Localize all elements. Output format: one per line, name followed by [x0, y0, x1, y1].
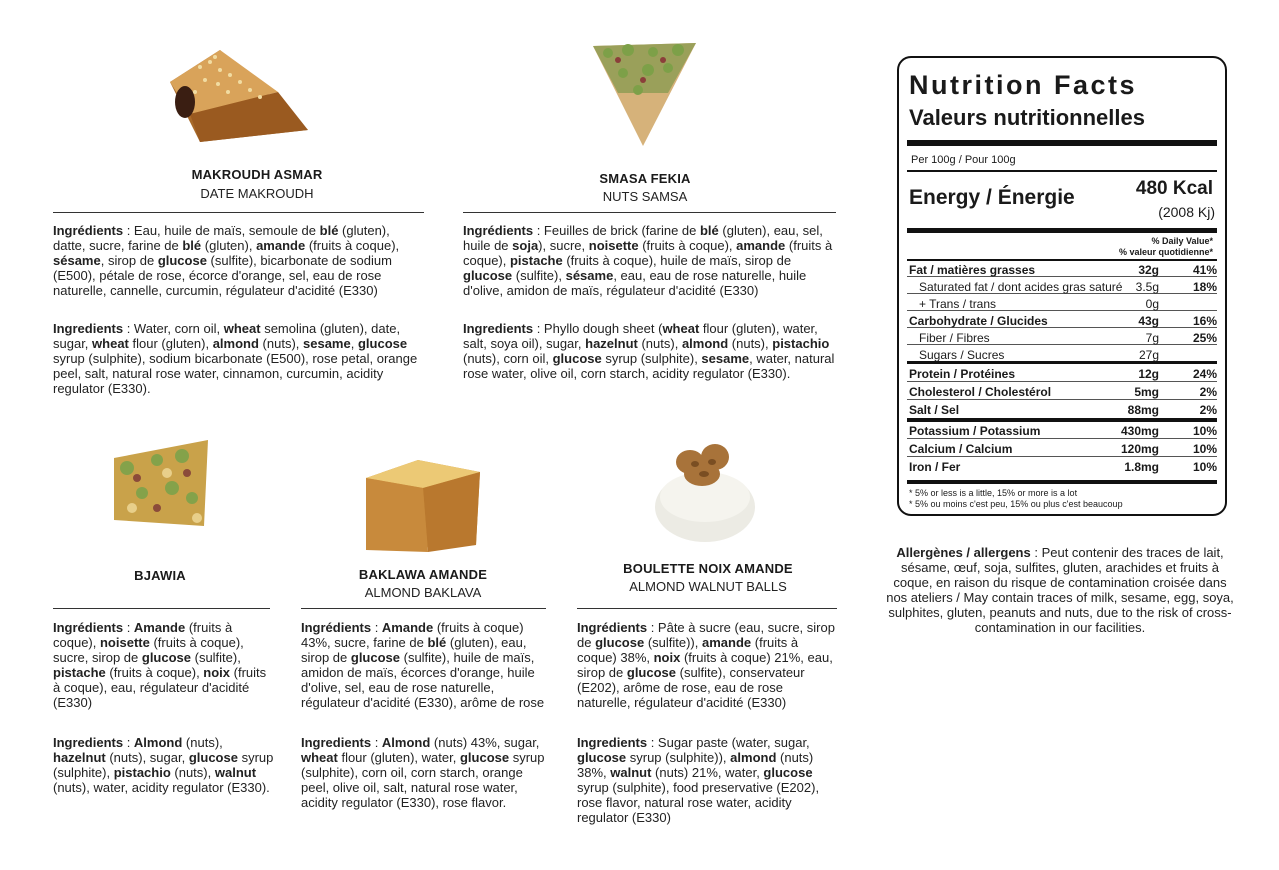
nutrient-daily-value: 10%: [1192, 424, 1217, 438]
allergen-term: glucose: [626, 665, 676, 680]
ingredient-text: flour (gluten), water,: [337, 750, 460, 765]
allergen-term: glucose: [763, 765, 813, 780]
nutrition-facts-panel: [897, 56, 1227, 516]
nutrient-daily-value: 25%: [1192, 331, 1217, 345]
allergen-term: hazelnut: [585, 336, 638, 351]
allergen-term: sésame: [53, 253, 101, 268]
divider: [907, 480, 1217, 484]
allergen-term: wheat: [223, 321, 261, 336]
nutrient-name: Potassium / Potassium: [909, 424, 1041, 438]
ingredient-text: (nuts),: [170, 765, 215, 780]
ingredient-text: (fruits à coque),: [305, 238, 400, 253]
ingredient-text: semolina (gluten), date, sugar,: [53, 321, 401, 351]
nutrient-name: Fat / matières grasses: [909, 263, 1036, 277]
allergen-term: amande: [736, 238, 786, 253]
nutrient-daily-value: 2%: [1199, 403, 1217, 417]
product-title-makroudh: MAKROUDH ASMAR: [191, 167, 323, 182]
allergen-term: soja: [512, 238, 539, 253]
nutrient-amount: 1.8mg: [1124, 460, 1159, 474]
ingredients-fr: [53, 620, 268, 710]
ingredient-text: syrup (sulphite),: [53, 750, 274, 780]
ingredient-text: : Sugar paste (water, sugar,: [647, 735, 810, 750]
nutrient-daily-value: 41%: [1192, 263, 1217, 277]
allergens-text: : Peut contenir des traces de lait, sésame, œuf, soja, sulfites, gluten, arachides et fruits à coque, en raison du risque de contamination croisée dans nos ateliers / May contain traces of milk, sesame, egg, soya, sulphites, gluten, peanuts and nuts, due to the risk of cross-contamination in our facilities.: [886, 545, 1234, 635]
ingredient-text: (gluten),: [201, 238, 257, 253]
daily-value-en: % Daily Value*: [1151, 236, 1213, 246]
allergen-term: glucose: [552, 351, 602, 366]
ingredient-text: : Water, corn oil,: [123, 321, 224, 336]
ingredients-label: Ingrédients: [53, 620, 124, 635]
nutrient-amount: 5mg: [1134, 385, 1159, 399]
nutrient-amount: 27g: [1138, 348, 1159, 362]
ingredient-text: syrup (sulphite), corn oil, corn starch, orange peel, olive oil, salt, natural rose water, acidity regulator (E330), rose flavor.: [301, 750, 545, 810]
ingredient-text: (fruits à coque),: [53, 620, 233, 650]
nutrient-name: Salt / Sel: [909, 403, 960, 417]
divider: [907, 259, 1217, 261]
allergen-term: glucose: [357, 336, 408, 351]
nutrient-amount: 32g: [1138, 263, 1159, 277]
ingredient-text: , eau, eau de rose naturelle, huile d'olive, amidon de maïs, régulateur d'acidité (E330): [463, 268, 807, 298]
allergen-term: Amande: [133, 620, 186, 635]
ingredient-text: : Pâte à sucre (eau, sucre, sirop de: [577, 620, 835, 650]
ingredient-text: (gluten), datte, sucre, farine de: [53, 223, 390, 253]
ingredient-text: (fruits à coque),: [463, 238, 833, 268]
allergens-label: Allergènes / allergens: [896, 545, 1031, 560]
ingredients-en: [53, 735, 275, 795]
makroudh-photo: [160, 42, 315, 147]
allergen-term: pistache: [53, 665, 106, 680]
ingredients-label: Ingredients: [577, 735, 648, 750]
ingredient-text: (fruits à coque) 21%, eau, sirop de: [577, 650, 833, 680]
ingredient-text: : Feuilles de brick (farine de: [533, 223, 700, 238]
allergen-term: blé: [427, 635, 447, 650]
product-title-baklawa: BAKLAWA AMANDE: [358, 567, 488, 582]
smasa-photo: [588, 38, 700, 150]
product-subtitle-smasa: NUTS SAMSA: [602, 189, 688, 204]
ingredients-en: [301, 735, 547, 810]
product-title-boulette: BOULETTE NOIX AMANDE: [623, 561, 793, 576]
divider: [907, 399, 1217, 400]
nutrient-amount: 12g: [1138, 367, 1159, 381]
energy-label: Energy / Énergie: [909, 186, 1075, 209]
baklawa-photo: [358, 450, 484, 554]
divider: [907, 438, 1217, 439]
nutrient-name: Iron / Fer: [909, 460, 961, 474]
allergen-term: glucose: [141, 650, 191, 665]
ingredient-text: :: [123, 735, 134, 750]
nutrient-name: Sugars / Sucres: [919, 348, 1005, 362]
nutrient-daily-value: 16%: [1192, 314, 1217, 328]
nutrient-name: Fiber / Fibres: [919, 331, 990, 345]
ingredients-label: Ingredients: [301, 735, 372, 750]
ingredient-text: :: [123, 620, 134, 635]
allergen-term: glucose: [188, 750, 238, 765]
ingredient-text: (nuts),: [182, 735, 223, 750]
nutrient-amount: 430mg: [1120, 424, 1159, 438]
ingredient-text: (fruits à coque),: [105, 665, 204, 680]
ingredients-label: Ingrédients: [577, 620, 648, 635]
allergen-term: Almond: [381, 735, 431, 750]
daily-value-header: [1119, 236, 1213, 258]
allergen-term: walnut: [214, 765, 257, 780]
nutrient-name: Carbohydrate / Glucides: [909, 314, 1048, 328]
ingredient-text: syrup (sulphite)),: [626, 750, 731, 765]
nutrient-name: Cholesterol / Cholestérol: [909, 385, 1052, 399]
ingredient-text: , sirop de: [100, 253, 158, 268]
product-subtitle-boulette: ALMOND WALNUT BALLS: [629, 579, 787, 594]
allergen-term: glucose: [459, 750, 510, 765]
nutrient-daily-value: 10%: [1192, 442, 1217, 456]
daily-value-fr: % valeur quotidienne*: [1118, 247, 1213, 257]
ingredients-label: Ingrédients: [53, 223, 124, 238]
ingredient-text: , water, natural rose water, olive oil, corn starch, acidity regulator (E330).: [463, 351, 835, 381]
ingredient-text: syrup (sulphite), sodium bicarbonate (E500), rose petal, orange peel, salt, natural rose water, cinnamon, curcumin, acidity regulator (E330).: [53, 351, 418, 396]
ingredients-fr: [463, 223, 838, 298]
ingredient-text: (nuts), water, acidity regulator (E330).: [53, 780, 270, 795]
allergen-term: glucose: [350, 650, 400, 665]
allergen-term: blé: [319, 223, 339, 238]
ingredients-en: [577, 735, 839, 825]
ingredient-text: (nuts),: [637, 336, 682, 351]
allergen-term: noix: [203, 665, 231, 680]
ingredient-text: (fruits à coque), sucre, sirop de: [53, 635, 244, 665]
divider: [53, 212, 424, 213]
nutrient-amount: 88mg: [1127, 403, 1159, 417]
allergen-term: blé: [182, 238, 202, 253]
ingredient-text: : Phyllo dough sheet (: [533, 321, 663, 336]
nutrient-daily-value: 18%: [1192, 280, 1217, 294]
allergen-term: glucose: [595, 635, 645, 650]
footnote-en: * 5% or less is a little, 15% or more is a lot: [909, 488, 1078, 498]
allergen-term: almond: [212, 336, 259, 351]
bjawia-photo: [112, 438, 212, 530]
ingredient-text: (fruits à coque) 38%,: [577, 635, 799, 665]
allergen-term: sésame: [565, 268, 614, 283]
ingredients-label: Ingrédients: [301, 620, 372, 635]
ingredients-fr: [301, 620, 547, 710]
nutrient-daily-value: 24%: [1192, 367, 1217, 381]
ingredients-label: Ingredients: [463, 321, 534, 336]
nutrition-title-fr: Valeurs nutritionnelles: [909, 105, 1145, 130]
allergen-term: wheat: [92, 336, 129, 351]
divider: [53, 608, 270, 609]
allergen-term: pistachio: [772, 336, 830, 351]
ingredients-label: Ingredients: [53, 735, 124, 750]
ingredient-text: (fruits à coque), eau, régulateur d'acidité (E330): [53, 665, 267, 710]
ingredient-text: (sulfite),: [191, 650, 241, 665]
allergen-term: wheat: [301, 750, 338, 765]
allergen-term: glucose: [157, 253, 207, 268]
ingredient-text: (sulfite),: [512, 268, 566, 283]
divider: [907, 228, 1217, 233]
ingredient-text: (sulfite)),: [644, 635, 702, 650]
allergen-term: noisette: [99, 635, 150, 650]
ingredient-text: (nuts), corn oil,: [463, 351, 553, 366]
divider: [463, 212, 836, 213]
ingredient-text: (gluten), eau, sel, huile de: [463, 223, 823, 253]
product-title-bjawia: BJAWIA: [134, 568, 186, 583]
ingredients-en: [53, 321, 425, 396]
ingredient-text: ,: [350, 336, 358, 351]
nutrition-title-en: Nutrition Facts: [909, 70, 1138, 100]
allergen-term: sesame: [303, 336, 351, 351]
ingredient-text: ), sucre,: [538, 238, 589, 253]
nutrient-name: + Trans / trans: [919, 297, 997, 311]
ingredients-fr: [577, 620, 839, 710]
nutrient-name: Saturated fat / dont acides gras saturé: [919, 280, 1123, 294]
allergens-note: [885, 545, 1235, 635]
nutrient-daily-value: 10%: [1192, 460, 1217, 474]
ingredient-text: (nuts) 43%, sugar,: [430, 735, 540, 750]
allergen-term: blé: [699, 223, 719, 238]
product-subtitle-makroudh: DATE MAKROUDH: [200, 186, 314, 201]
ingredient-text: (nuts),: [728, 336, 773, 351]
allergen-term: sesame: [701, 351, 750, 366]
ingredient-text: (nuts), sugar,: [105, 750, 189, 765]
nutrient-amount: 0g: [1145, 297, 1159, 311]
ingredient-text: flour (gluten), water, salt, soya oil), sugar,: [463, 321, 818, 351]
ingredient-text: flour (gluten),: [128, 336, 213, 351]
ingredient-text: syrup (sulphite),: [601, 351, 702, 366]
divider: [907, 418, 1217, 422]
ingredient-text: (fruits à coque) 43%, sucre, farine de: [301, 620, 524, 650]
nutrient-amount: 7g: [1145, 331, 1159, 345]
allergen-term: pistache: [509, 253, 563, 268]
serving-size: Per 100g / Pour 100g: [911, 154, 1016, 166]
allergen-term: almond: [681, 336, 729, 351]
allergen-term: Amande: [381, 620, 434, 635]
energy-kcal: 480 Kcal: [1135, 178, 1213, 199]
ingredient-text: (gluten), eau, sirop de: [301, 635, 527, 665]
divider: [907, 381, 1217, 382]
ingredient-text: (nuts) 38%,: [577, 750, 814, 780]
nutrient-name: Calcium / Calcium: [909, 442, 1013, 456]
nutrient-amount: 43g: [1138, 314, 1159, 328]
nutrient-name: Protein / Protéines: [909, 367, 1016, 381]
boulette-photo: [650, 432, 760, 544]
ingredients-en: [463, 321, 838, 381]
nutrient-daily-value: 2%: [1199, 385, 1217, 399]
allergen-term: glucose: [463, 268, 513, 283]
allergen-term: hazelnut: [53, 750, 106, 765]
ingredient-text: (sulfite), bicarbonate de sodium (E500), pétale de rose, écorce d'orange, sel, eau de rose naturelle, cannelle, curcumin, régulateur d'acidité (E330): [53, 253, 392, 298]
allergen-term: noisette: [588, 238, 639, 253]
allergen-term: Almond: [133, 735, 183, 750]
allergen-term: pistachio: [113, 765, 171, 780]
product-subtitle-baklawa: ALMOND BAKLAVA: [364, 585, 482, 600]
ingredient-text: : Eau, huile de maïs, semoule de: [123, 223, 320, 238]
allergen-term: wheat: [662, 321, 700, 336]
allergen-term: glucose: [577, 750, 627, 765]
ingredients-fr: [53, 223, 425, 298]
divider: [907, 170, 1217, 172]
ingredients-label: Ingrédients: [463, 223, 534, 238]
ingredient-text: (sulfite), huile de maïs, amidon de maïs, écorces d'orange, huile d'olive, sel, eau de rose naturelle, régulateur d'acidité (E330), arôme de rose: [301, 650, 545, 710]
allergen-term: almond: [730, 750, 777, 765]
ingredient-text: syrup (sulphite), food preservative (E202), rose flavor, natural rose water, acidity regulator (E330): [577, 780, 820, 825]
allergen-term: amande: [702, 635, 752, 650]
product-title-smasa: SMASA FEKIA: [599, 171, 691, 186]
ingredients-label: Ingredients: [53, 321, 124, 336]
ingredient-text: (fruits à coque), huile de maïs, sirop de: [562, 253, 792, 268]
divider: [577, 608, 837, 609]
ingredient-text: (fruits à coque),: [638, 238, 737, 253]
ingredient-text: (nuts) 21%, water,: [651, 765, 764, 780]
nutrient-amount: 120mg: [1120, 442, 1159, 456]
nutrient-amount: 3.5g: [1135, 280, 1159, 294]
divider: [907, 456, 1217, 457]
divider: [907, 140, 1217, 146]
ingredient-text: :: [371, 620, 382, 635]
energy-kj: (2008 Kj): [1158, 204, 1215, 220]
allergen-term: amande: [256, 238, 306, 253]
allergen-term: noix: [653, 650, 681, 665]
ingredient-text: (nuts),: [258, 336, 304, 351]
allergen-term: walnut: [610, 765, 652, 780]
divider: [301, 608, 546, 609]
ingredient-text: :: [371, 735, 382, 750]
ingredient-text: (sulfite), conservateur (E202), arôme de rose, eau de rose naturelle, régulateur d'acidité (E330): [577, 665, 805, 710]
footnote-fr: * 5% ou moins c'est peu, 15% ou plus c'est beaucoup: [909, 499, 1123, 509]
